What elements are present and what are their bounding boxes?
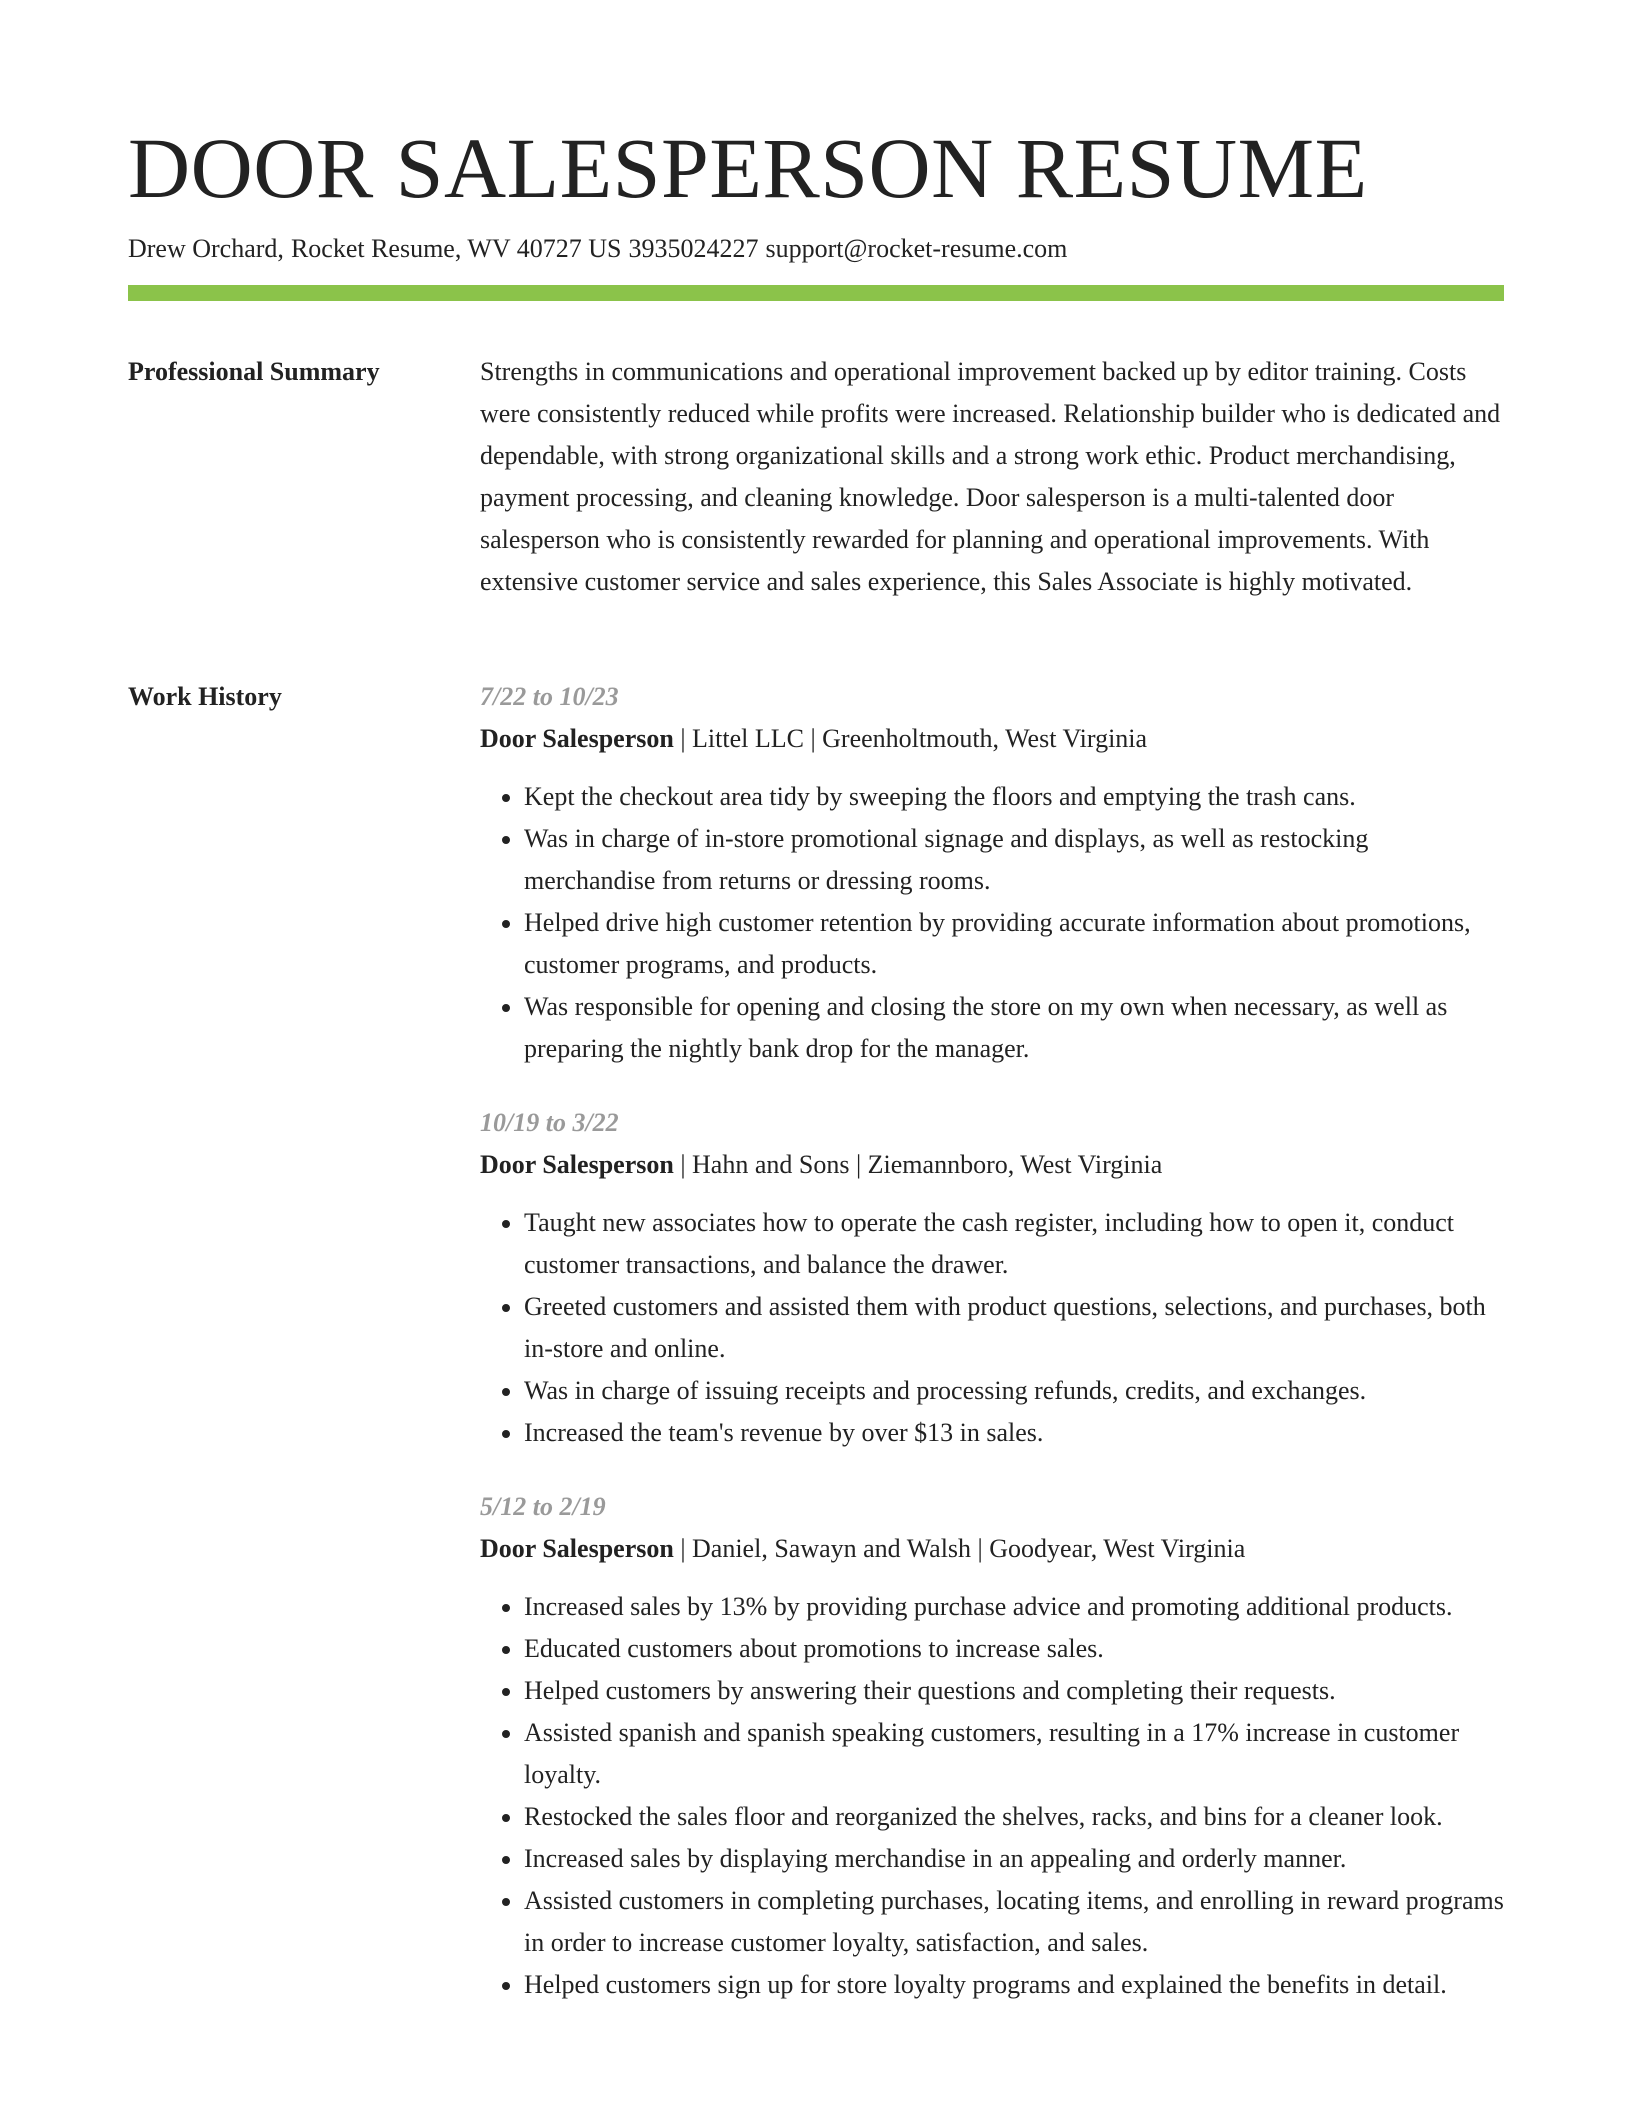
job-bullets — [480, 776, 1504, 1070]
job-dates: 10/19 to 3/22 — [480, 1108, 619, 1137]
job-bullets — [480, 1202, 1504, 1454]
bullet-item: • Kept the checkout area tidy by sweeping the floors and emptying the trash cans. — [524, 776, 1504, 818]
job-entry — [480, 1486, 1504, 2006]
summary-text: Strengths in communications and operational improvement backed up by editor training. Costs were consistently reduced while profits were increased. Relationship builder who is dedicated and dependable, with strong organizational skills and a strong work ethic. Product merchandising, payment processing, and cleaning knowledge. Door salesperson is a multi-talented door salesperson who is consistently rewarded for planning and operational improvements. With extensive customer service and sales experience, this Sales Associate is highly motivated. — [480, 357, 1501, 596]
contact-phone: 3935024227 — [628, 234, 759, 263]
job-entry — [480, 676, 1504, 1070]
work-history-body — [480, 676, 1504, 2038]
header-divider — [128, 285, 1504, 301]
job-bullets — [480, 1586, 1504, 2006]
job-entry — [480, 1102, 1504, 1454]
job-dates: 7/22 to 10/23 — [480, 682, 619, 711]
bullet-item: • Greeted customers and assisted them with product questions, selections, and purchases, both in-store and online. — [524, 1286, 1504, 1370]
job-line — [480, 1144, 1504, 1186]
job-title: Door Salesperson — [480, 1534, 674, 1563]
bullet-item: • Helped drive high customer retention by providing accurate information about promotions, customer programs, and products. — [524, 902, 1504, 986]
bullet-item: • Helped customers sign up for store loyalty programs and explained the benefits in detail. — [524, 1964, 1504, 2006]
bullet-item: • Increased the team's revenue by over $13 in sales. — [524, 1412, 1504, 1454]
bullet-item: • Restocked the sales floor and reorganized the shelves, racks, and bins for a cleaner look. — [524, 1796, 1504, 1838]
bullet-item: • Assisted customers in completing purchases, locating items, and enrolling in reward programs in order to increase customer loyalty, satisfaction, and sales. — [524, 1880, 1504, 1964]
job-details: | Hahn and Sons | Ziemannboro, West Virginia — [673, 1150, 1163, 1179]
job-details: | Daniel, Sawayn and Walsh | Goodyear, West Virginia — [673, 1534, 1246, 1563]
job-details: | Littel LLC | Greenholtmouth, West Virginia — [673, 724, 1148, 753]
bullet-item: • Was responsible for opening and closing the store on my own when necessary, as well as preparing the nightly bank drop for the manager. — [524, 986, 1504, 1070]
bullet-item: • Was in charge of issuing receipts and processing refunds, credits, and exchanges. — [524, 1370, 1504, 1412]
job-dates: 5/12 to 2/19 — [480, 1492, 606, 1521]
bullet-item: • Assisted spanish and spanish speaking customers, resulting in a 17% increase in customer loyalty. — [524, 1712, 1504, 1796]
resume-title: DOOR SALESPERSON RESUME — [128, 120, 1368, 216]
contact-line — [128, 232, 1504, 266]
bullet-item: • Taught new associates how to operate the cash register, including how to open it, conduct customer transactions, and balance the drawer. — [524, 1202, 1504, 1286]
summary-label: Professional Summary — [128, 357, 380, 386]
summary-body — [480, 351, 1504, 603]
contact-address: Rocket Resume, WV 40727 US — [290, 234, 622, 263]
bullet-item: • Increased sales by displaying merchandise in an appealing and orderly manner. — [524, 1838, 1504, 1880]
bullet-item: • Was in charge of in-store promotional signage and displays, as well as restocking merchandise from returns or dressing rooms. — [524, 818, 1504, 902]
contact-email: support@rocket-resume.com — [765, 234, 1068, 263]
contact-name: Drew Orchard, — [128, 234, 284, 263]
job-title: Door Salesperson — [480, 1150, 674, 1179]
bullet-item: • Increased sales by 13% by providing purchase advice and promoting additional products. — [524, 1586, 1504, 1628]
bullet-item: • Helped customers by answering their questions and completing their requests. — [524, 1670, 1504, 1712]
work-history-label: Work History — [128, 682, 282, 711]
resume-header — [128, 118, 1504, 266]
job-title: Door Salesperson — [480, 724, 674, 753]
job-line — [480, 718, 1504, 760]
bullet-item: • Educated customers about promotions to increase sales. — [524, 1628, 1504, 1670]
job-line — [480, 1528, 1504, 1570]
